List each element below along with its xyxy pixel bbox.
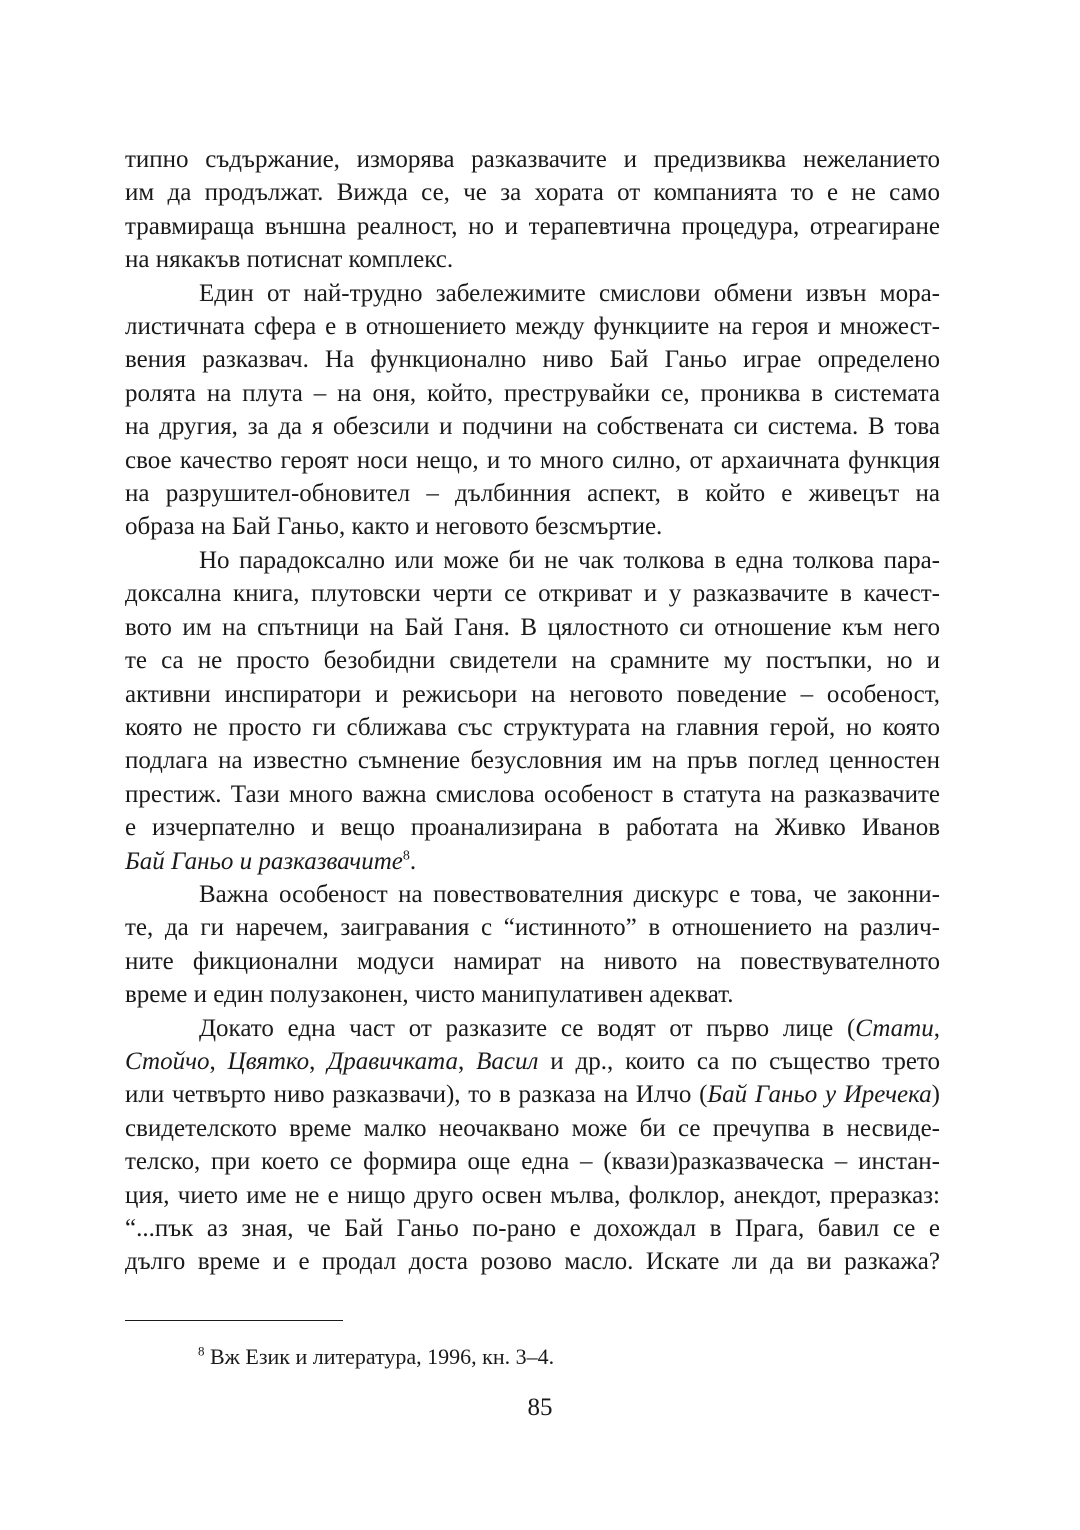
text-line (125, 1012, 940, 1045)
paragraph-4 (125, 878, 940, 1012)
text-line: им да продължат. Вижда се, че за хората от компанията то е не само (125, 179, 940, 207)
footnote (198, 1343, 554, 1371)
paragraph-1 (125, 143, 940, 277)
text-line: свидетелското време малко неочаквано може би се пречупва в несвиде- (125, 1114, 940, 1142)
text-fragment: и др., които са по същество трето (538, 1047, 941, 1075)
text-fragment: , (933, 1014, 940, 1042)
text-line: листичната сфера е в отношението между функциите на героя и множест- (125, 313, 940, 341)
footnote-text: Вж Език и литература, 1996, кн. 3–4. (204, 1344, 555, 1369)
book-title: Бай Ганьо и разказвачите (125, 847, 403, 875)
text-line: Един от най-трудно забележимите смислови обмени извън мора- (199, 279, 940, 307)
text-line: те са не просто безобидни свидетели на срамните му постъпки, но и (125, 647, 940, 675)
body-text (125, 143, 940, 1279)
story-title: Васил (476, 1047, 539, 1075)
text-fragment: , (209, 1047, 228, 1075)
text-line: ция, чието име не е нищо друго освен мълва, фолклор, анекдот, преразказ: (125, 1181, 940, 1209)
paragraph-2 (125, 277, 940, 544)
text-line: ролята на плута – на оня, който, преструвайки се, прониква в системата (125, 379, 940, 407)
text-line: дълго време и е продал доста розово масло. Искате ли да ви разкажа? (125, 1248, 940, 1276)
text-line: подлага на известно съмнение безусловния им на пръв поглед ценностен (125, 747, 940, 775)
text-fragment: , (309, 1047, 328, 1075)
footnote-divider (125, 1320, 343, 1321)
text-fragment: Докато една част от разказите се водят от първо лице ( (199, 1014, 856, 1042)
text-line: вото им на спътници на Бай Ганя. В цялостното си отношение към него (125, 613, 940, 641)
text-line: на другия, за да я обезсили и подчини на собствената си система. В това (125, 413, 940, 441)
text-line: е изчерпателно и вещо проанализирана в работата на Живко Иванов (125, 814, 940, 842)
footnote-marker: 8 (198, 1343, 205, 1359)
text-line (125, 1078, 940, 1111)
story-title: Цвятко (227, 1047, 310, 1075)
text-line: типно съдържание, изморява разказвачите и предизвиква нежеланието (125, 146, 940, 173)
text-line: образа на Бай Ганьо, както и неговото безсмъртие. (125, 513, 663, 541)
text-line: те, да ги наречем, заигравания с “истинното” в отношението на различ- (125, 914, 940, 942)
text-line: активни инспиратори и режисьори на неговото поведение – особеност, (125, 680, 940, 708)
paragraph-3 (125, 544, 940, 878)
text-line: време и един полузаконен, чисто манипулативен адекват. (125, 981, 734, 1009)
text-line: на някакъв потиснат комплекс. (125, 246, 454, 274)
text-fragment: , (457, 1047, 477, 1075)
story-title: Стати (855, 1014, 934, 1042)
text-fragment: или четвърто ниво разказвачи), то в разказа на Илчо ( (125, 1081, 708, 1109)
text-line: Но парадоксално или може би не чак толкова в една толкова пара- (199, 546, 940, 574)
text-line: ните фикционални модуси намират на нивото на повествувателното (125, 947, 940, 975)
text-line (125, 1045, 940, 1078)
text-line: Важна особеност на повествователния дискурс е това, че законни- (199, 880, 940, 908)
text-fragment: ) (931, 1081, 940, 1109)
text-fragment: . (409, 847, 417, 875)
text-line: телско, при което се формира още една – (квази)разказваческа – инстан- (125, 1148, 940, 1176)
text-line: свое качество героят носи нещо, и то много силно, от архаичната функция (125, 446, 940, 474)
story-title: Стойчо (125, 1047, 210, 1075)
footnote-reference: 8 (402, 848, 410, 864)
text-line: травмираща външна реалност, но и терапевтична процедура, отреагиране (125, 212, 940, 240)
paragraph-5 (125, 1012, 940, 1279)
text-line: “...пък аз зная, че Бай Ганьо по-рано е дохождал в Прага, бавил се е (125, 1215, 940, 1242)
text-line: вения разказвач. На функционално ниво Бай Ганьо играе определено (125, 346, 940, 374)
text-line: която не просто ги сближава със структурата на главния герой, но която (125, 713, 940, 741)
story-title: Бай Ганьо у Иречека (707, 1081, 932, 1109)
text-line (125, 845, 940, 878)
page-number: 85 (527, 1394, 553, 1421)
text-line: престиж. Тази много важна смислова особеност в статута на разказвачите (125, 780, 940, 808)
story-title: Дравичката (327, 1047, 458, 1075)
text-line: доксална книга, плутовски черти се откриват и у разказвачите в качест- (125, 580, 940, 608)
text-line: на разрушител-обновител – дълбинния аспект, в който е живецът на (125, 480, 940, 508)
